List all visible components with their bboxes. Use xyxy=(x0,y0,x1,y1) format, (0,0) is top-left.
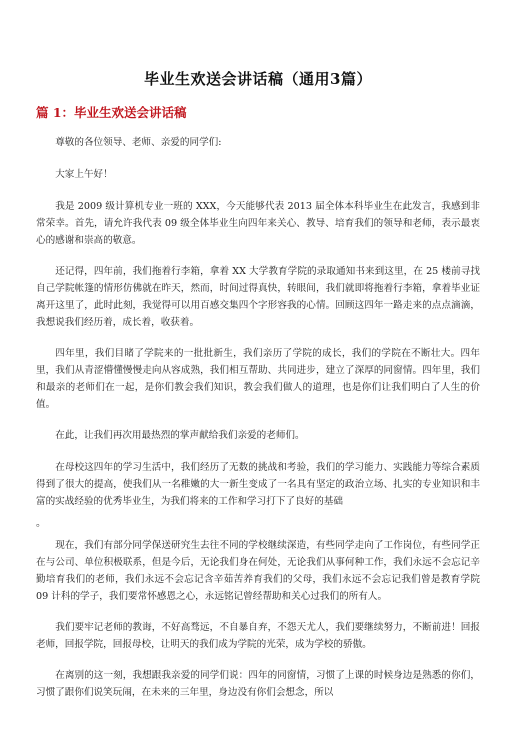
paragraph-stray-period: 。 xyxy=(36,518,46,529)
paragraph-greeting: 大家上午好！ xyxy=(55,169,113,180)
paragraph-salutation: 尊敬的各位领导、老师、亲爱的同学们: xyxy=(55,137,222,148)
paragraph-memories: 还记得，四年前，我们拖着行李箱，拿着 XX 大学教育学院的录取通知书来到这里，在 25 楼前寻找自己学院帐篷的情形仿佛就在昨天，然而，时间过得真快，转眼间，我们就即将拖着行李箱，拿着毕业证离开这里了，此时此刻，我觉得可以用百感交集四个字形容我的心情。回顾这四年一路走来的点点滴滴，我想说我们经历着，成长着，收获着。 xyxy=(36,266,480,328)
document-title: 毕业生欢送会讲话稿（通用3篇） xyxy=(144,70,372,88)
section-heading: 篇 1：毕业生欢送会讲话稿 xyxy=(36,105,187,120)
paragraph-introduction: 我是 2009 级计算机专业一班的 XXX，今天能够代表 2013 届全体本科毕业生在此发言，我感到非常荣幸。首先，请允许我代表 09 级全体毕业生向四年来关心、教导、培育我们的领导和老师，表示最衷心的感谢和崇高的敬意。 xyxy=(36,201,480,246)
paragraph-gratitude: 我们要牢记老师的教诲，不好高骛远，不自暴自弃，不怨天尤人，我们要继续努力，不断前进！回报老师，回报学院，回报母校，让明天的我们成为学院的光荣，成为学校的骄傲。 xyxy=(36,622,480,650)
paragraph-applause: 在此，让我们再次用最热烈的掌声献给我们亲爱的老师们。 xyxy=(55,430,305,441)
paragraph-future: 现在，我们有部分同学保送研究生去往不同的学校继续深造，有些同学走向了工作岗位，有些同学正在与公司、单位积极联系，但是今后，无论我们身在何处，无论我们从事何种工作，我们永远不会忘记辛勤培育我们的老师，我们永远不会忘记含辛茹苦养育我们的父母，我们永远不会忘记我们曾是教育学院 09 计科的学子，我们要常怀感恩之心，永远铭记曾经帮助和关心过我们的所有人。 xyxy=(36,540,480,602)
paragraph-four-years: 四年里，我们目睹了学院来的一批批新生，我们亲历了学院的成长，我们的学院在不断壮大。四年里，我们从青涩懵懂慢慢走向从容成熟，我们相互帮助、共同进步，建立了深厚的同窗情。四年里，我们和最亲的老师们在一起，是你们教会我们知识，教会我们做人的道理，也是你们让我们明白了人生的价值。 xyxy=(36,348,480,410)
paragraph-farewell: 在离别的这一刻，我想跟我亲爱的同学们说：四年的同窗情，习惯了上课的时候身边是熟悉的你们，习惯了跟你们说笑玩闹，在未来的三年里，身边没有你们会想念，所以 xyxy=(36,670,480,698)
paragraph-growth: 在母校这四年的学习生活中，我们经历了无数的挑战和考验，我们的学习能力、实践能力等综合素质得到了很大的提高，使我们从一名稚嫩的大一新生变成了一名具有坚定的政治立场、扎实的专业知识和丰富的实战经验的优秀毕业生，为我们将来的工作和学习打下了良好的基础 xyxy=(36,462,480,507)
